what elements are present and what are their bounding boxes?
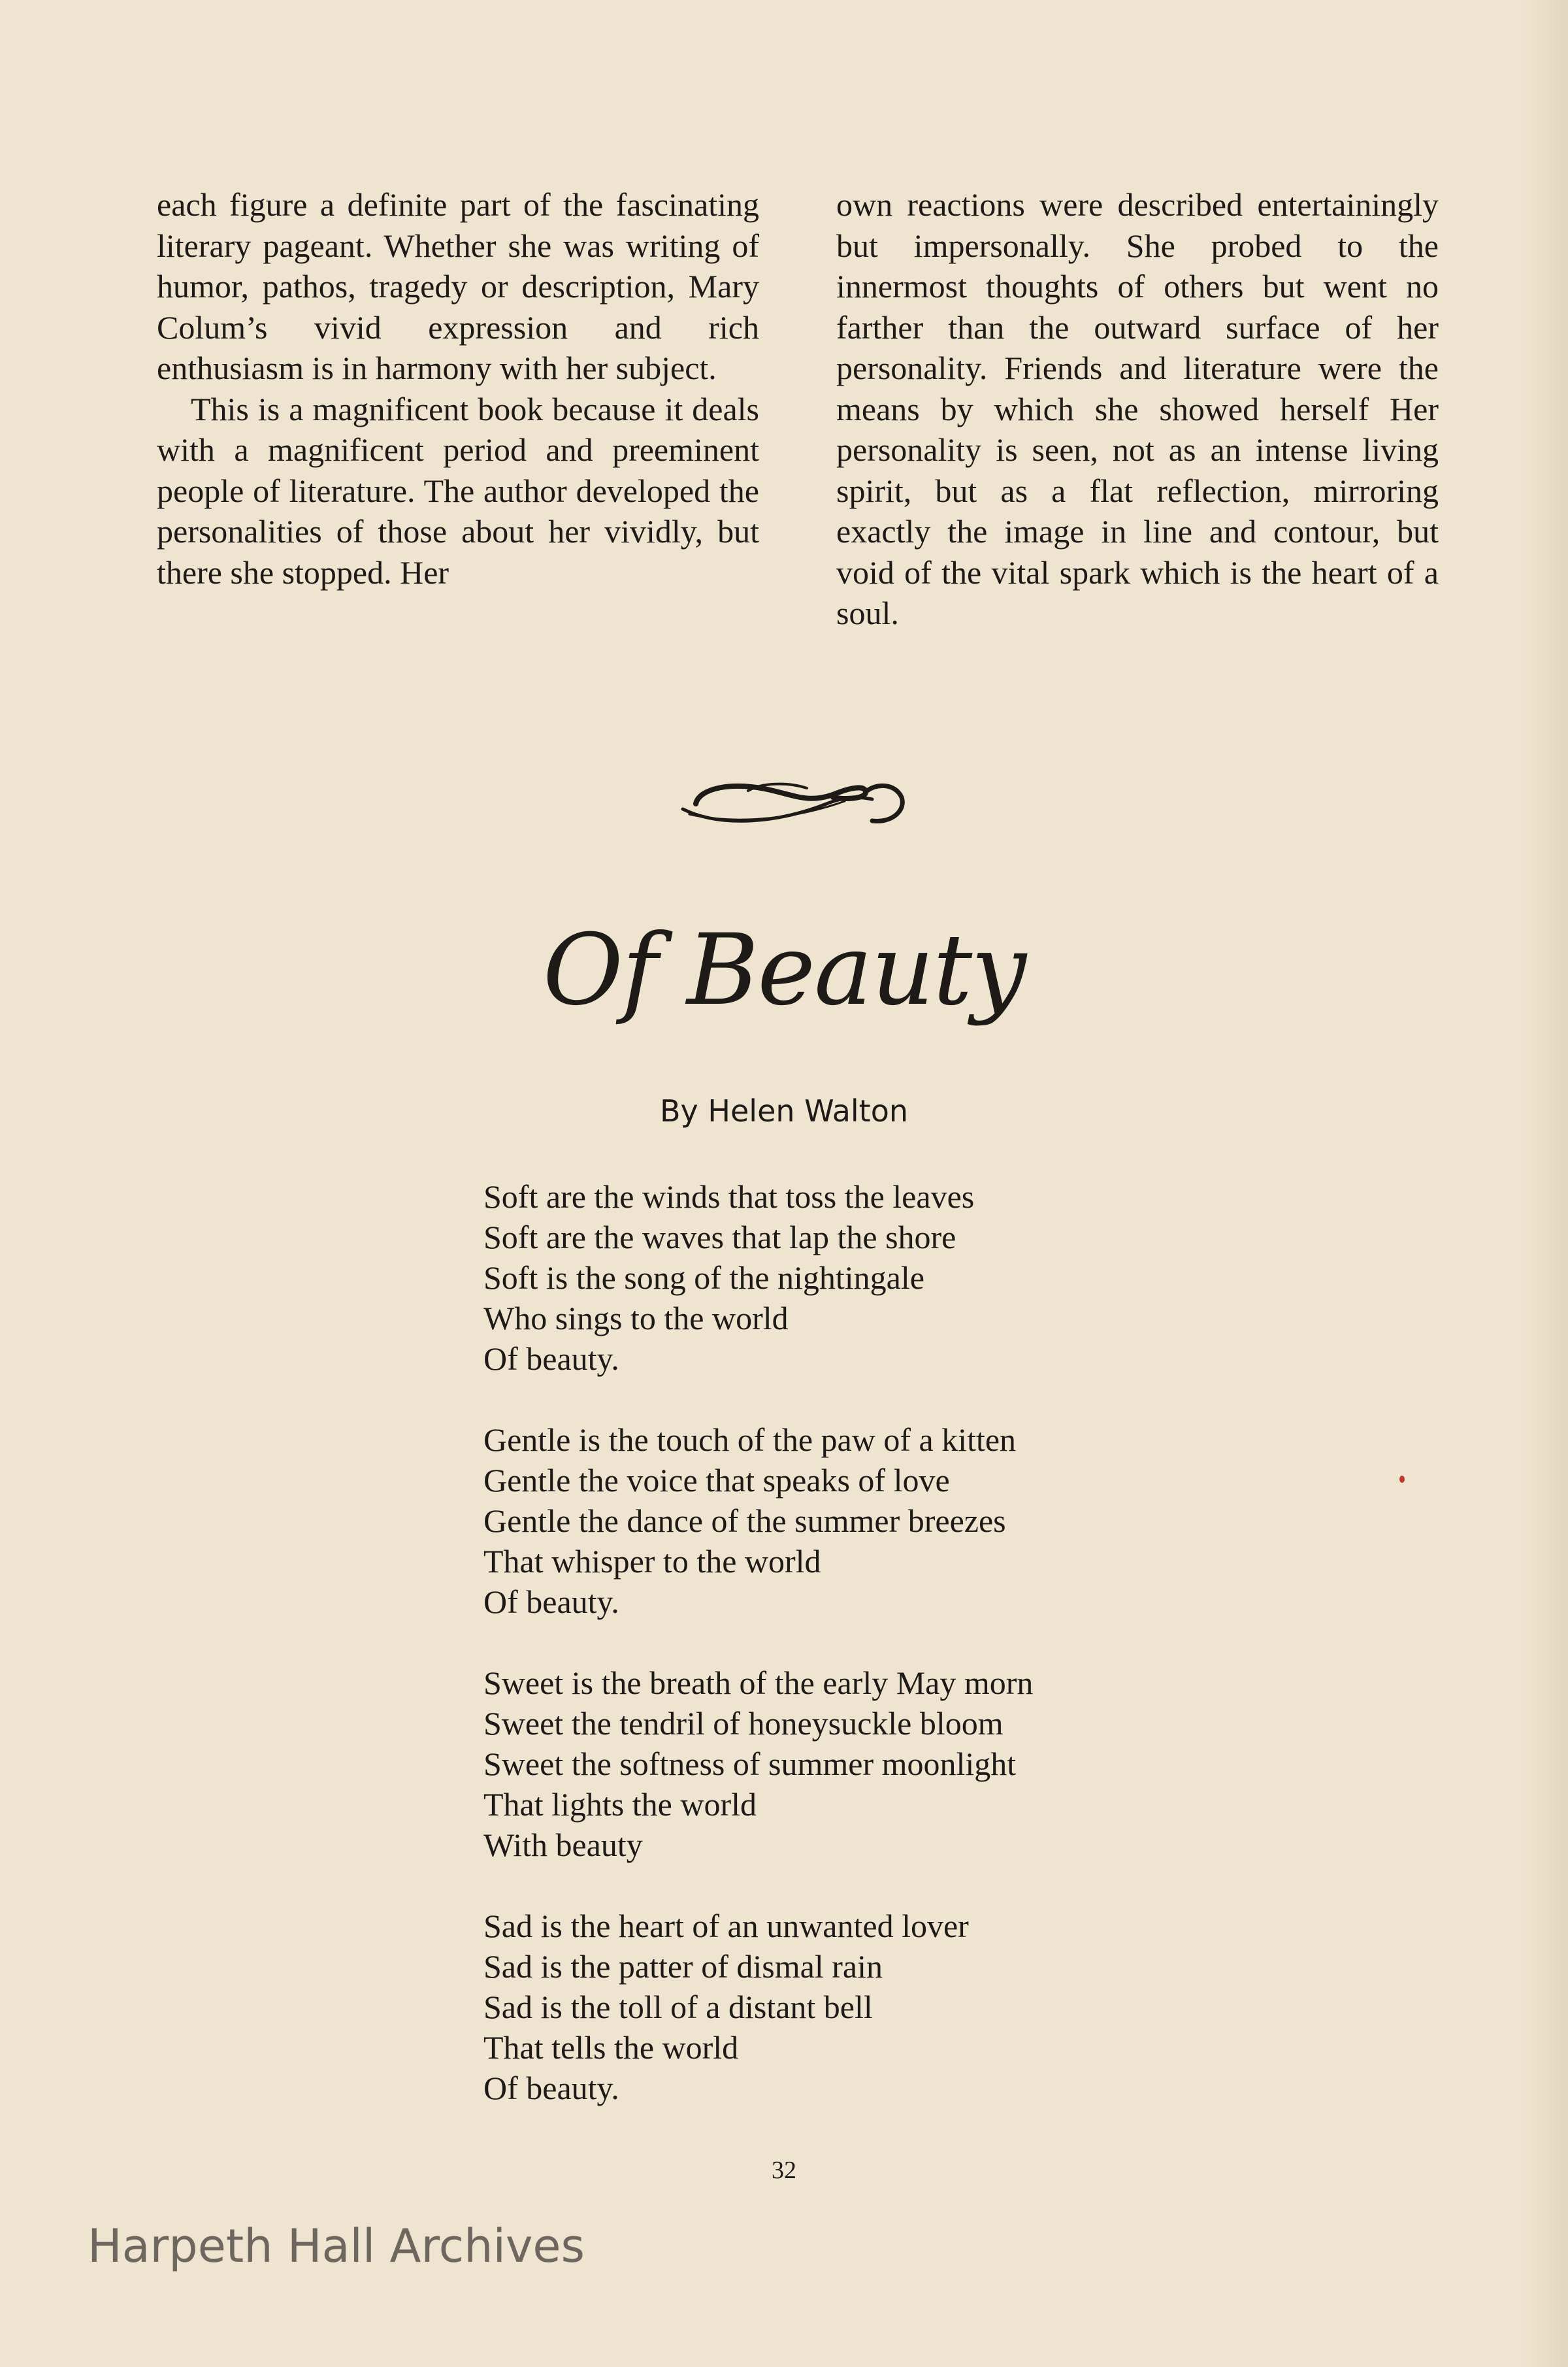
review-left-column — [157, 184, 759, 593]
poem-line: Sweet is the breath of the early May morn — [483, 1664, 1034, 1701]
poem-line: With beauty — [483, 1827, 643, 1863]
poem-body — [483, 1176, 1137, 2108]
poem-line: That lights the world — [483, 1786, 757, 1823]
page-number: 32 — [772, 2157, 796, 2184]
poem-line: That tells the world — [483, 2029, 739, 2066]
poem-line: Soft is the song of the nightingale — [483, 1259, 924, 1296]
review-paragraph: each figure a definite part of the fascinating literary pageant. Whether she was writing of humor, pathos, tragedy or description, Mary Colum’s vivid expression and rich enthusiasm is in harmony with her subject. — [157, 186, 759, 386]
poem-byline: By Helen Walton — [660, 1093, 908, 1129]
poem-line: Sweet the tendril of honeysuckle bloom — [483, 1705, 1004, 1742]
poem-line: Gentle the voice that speaks of love — [483, 1462, 950, 1498]
paper-speck — [1399, 1476, 1405, 1483]
archive-watermark: Harpeth Hall Archives — [88, 2219, 585, 2273]
poem-line: Soft are the winds that toss the leaves — [483, 1178, 975, 1215]
poem-line: Of beauty. — [483, 1340, 619, 1377]
poem-line: Soft are the waves that lap the shore — [483, 1219, 956, 1255]
review-paragraph: own reactions were described entertainingly but impersonally. She probed to the innermost thoughts of others but went no farther than the outward surface of her personality. Friends and literature were the means by which she showed herself Her personality is seen, not as an intense living spirit, but as a flat reflection, mirroring exactly the image in line and contour, but void of the vital spark which is the heart of a soul. — [836, 186, 1439, 631]
poem-line: Sad is the patter of dismal rain — [483, 1948, 883, 1985]
review-right-column — [836, 184, 1439, 634]
poem-line: Gentle is the touch of the paw of a kitten — [483, 1421, 1017, 1458]
poem-line: Sweet the softness of summer moonlight — [483, 1746, 1017, 1782]
review-paragraph: This is a magnificent book because it deals with a magnificent period and preeminent people of literature. The author developed the personalities of those about her vividly, but there she stopped. Her — [157, 390, 759, 591]
flourish-ornament-icon — [670, 763, 911, 835]
poem-line: Sad is the heart of an unwanted lover — [483, 1908, 969, 1944]
poem-stanza — [483, 1663, 1137, 1865]
poem-line: Gentle the dance of the summer breezes — [483, 1502, 1006, 1539]
poem-line: That whisper to the world — [483, 1543, 821, 1580]
poem-stanza — [483, 1906, 1137, 2108]
poem-stanza — [483, 1176, 1137, 1379]
poem-line: Sad is the toll of a distant bell — [483, 1989, 873, 2025]
page-edge-shadow — [1522, 0, 1568, 2367]
poem-line: Of beauty. — [483, 2070, 619, 2106]
poem-line: Who sings to the world — [483, 1300, 789, 1336]
poem-stanza — [483, 1419, 1137, 1622]
poem-title: Of Beauty — [542, 914, 1026, 1027]
poem-line: Of beauty. — [483, 1583, 619, 1620]
